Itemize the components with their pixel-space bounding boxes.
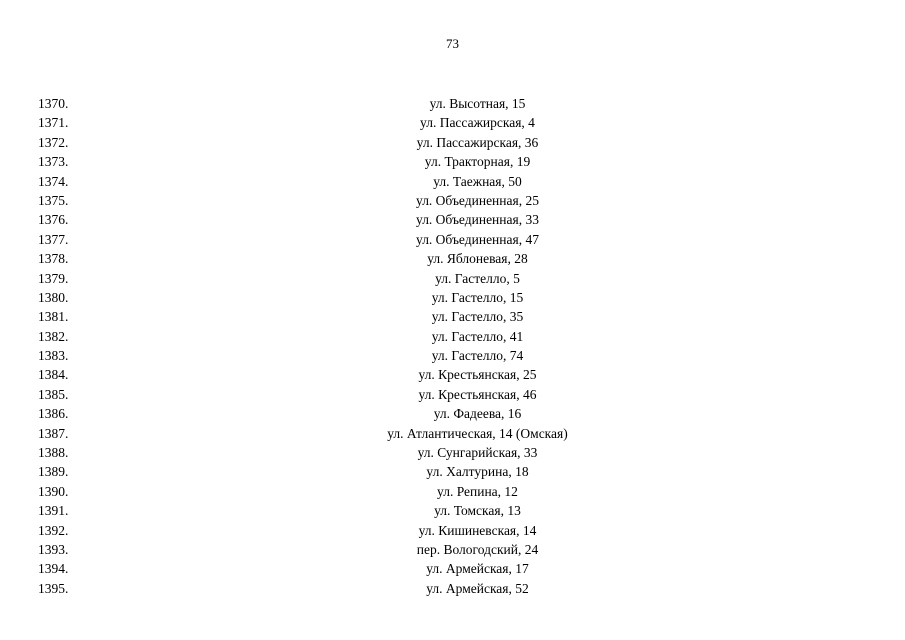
row-number: 1372. [38,134,69,150]
row-address: ул. Крестьянская, 25 [418,367,537,383]
list-item [0,191,905,210]
row-address: пер. Вологодский, 24 [416,541,539,557]
list-item [0,230,905,249]
row-address: ул. Репина, 12 [437,483,518,499]
row-number: 1380. [38,289,69,305]
list-item [0,482,905,501]
list-item [0,521,905,540]
row-address: ул. Таежная, 50 [433,173,522,189]
list-item [0,404,905,423]
list-item [0,501,905,520]
list-item [0,172,905,191]
row-address: ул. Пассажирская, 36 [416,134,539,150]
list-item [0,94,905,113]
row-address: ул. Высотная, 15 [429,96,526,111]
row-address: ул. Фадеева, 16 [433,406,522,422]
row-address: ул. Объединенная, 33 [416,212,539,228]
list-item [0,559,905,578]
row-number: 1388. [38,445,69,461]
row-address: ул. Армейская, 52 [426,580,529,596]
row-number: 1387. [38,425,69,441]
list-item [0,249,905,268]
row-address: ул. Объединенная, 25 [416,192,539,208]
list-item [0,327,905,346]
row-address: ул. Сунгарийская, 33 [417,445,538,461]
row-address: ул. Гастелло, 74 [431,348,524,364]
list-item [0,365,905,384]
row-number: 1391. [38,503,69,519]
row-address: ул. Кишиневская, 14 [418,522,537,538]
row-address: ул. Объединенная, 47 [416,231,539,247]
row-number: 1376. [38,212,69,228]
row-number: 1378. [38,251,69,267]
row-address: ул. Халтурина, 18 [426,464,529,480]
row-number: 1385. [38,386,69,402]
row-address: ул. Армейская, 17 [426,561,529,577]
list-item [0,210,905,229]
list-item [0,269,905,288]
row-number: 1371. [38,115,69,131]
page-number: 73 [446,36,459,51]
list-item [0,346,905,365]
row-number: 1370. [38,96,69,111]
row-address: ул. Тракторная, 19 [424,154,531,170]
row-address: ул. Пассажирская, 4 [420,115,535,131]
row-number: 1389. [38,464,69,480]
list-item [0,579,905,598]
row-number: 1394. [38,561,69,577]
list-item [0,152,905,171]
list-item [0,443,905,462]
row-number: 1395. [38,580,69,596]
list-item [0,288,905,307]
address-list [0,94,905,598]
row-address: ул. Гастелло, 41 [431,328,524,344]
row-address: ул. Крестьянская, 46 [418,386,537,402]
row-number: 1392. [38,522,69,538]
row-number: 1374. [38,173,69,189]
row-number: 1386. [38,406,69,422]
list-item [0,424,905,443]
row-number: 1377. [38,231,69,247]
row-address: ул. Томская, 13 [434,503,521,519]
row-address: ул. Гастелло, 35 [431,309,524,325]
row-number: 1373. [38,154,69,170]
row-number: 1382. [38,328,69,344]
row-number: 1383. [38,348,69,364]
row-number: 1393. [38,541,69,557]
row-number: 1375. [38,192,69,208]
list-item [0,113,905,132]
list-item [0,540,905,559]
list-item [0,133,905,152]
row-address: ул. Гастелло, 5 [435,270,520,286]
list-item [0,462,905,481]
row-number: 1384. [38,367,69,383]
row-number: 1381. [38,309,69,325]
list-item [0,385,905,404]
row-number: 1379. [38,270,69,286]
row-address: ул. Гастелло, 15 [431,289,524,305]
row-address: ул. Атлантическая, 14 (Омская) [387,425,568,441]
row-address: ул. Яблоневая, 28 [427,251,528,267]
row-number: 1390. [38,483,69,499]
list-item [0,307,905,326]
